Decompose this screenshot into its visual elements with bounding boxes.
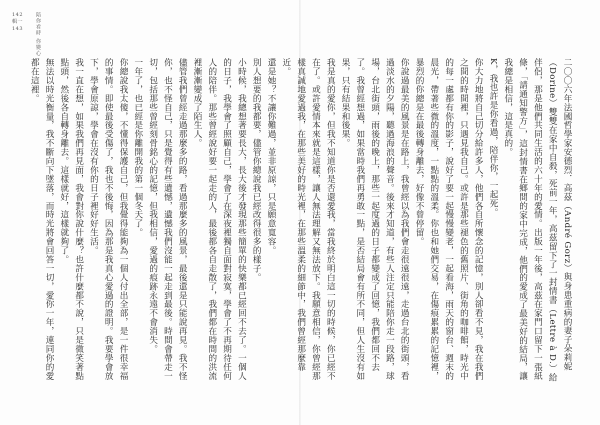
right-paragraph: 二〇〇六年法國哲學家安德烈．高茲（André Gorz）與身患重病的妻子朵莉妮（Dorine）雙雙在家中自殺，死前一年，高茲留下了一封情書（Lettre à D.）給伴侶，那是他們共同生活的六十年的愛情。出版一年後，高茲在家門口留下一張紙條，「請通知警方」，這封情書在鄉間的家中完成，他們的愛成了最美好的結局，讓我總是相信，這是真的。	[502, 58, 572, 382]
left-paragraph: 我一直在想，如果我們再見面，我會對你說什麼？也許什麼都不說，只是微笑著點點頭，然後各自轉身離去。這樣就好，這樣就夠了。	[58, 58, 84, 381]
section-label: 輯一	[12, 19, 24, 25]
left-paragraph: 別人想要的我都要，儘管你總說我已經改得很多的樣子。	[251, 58, 262, 282]
left-paragraph: 一年了，也已經是你離開我的第一個冬天了。	[132, 58, 143, 237]
left-paragraph: 無法以時光衡量，我不斷向下墜落，而時光將會回答一切，愛你一年，連同你的愛都在這裡。	[29, 58, 55, 381]
left-paragraph: 小時候，我總想著要長大，長大後才發現那些簡單的快樂都已經回不去了。一個人的日子，我學會了照顧自己，學會了在深夜裡獨自面對寂寞，學會了不再期待任何人的陪伴。那些曾經說好要一起走的人，最後都各自走散了，我們都在時間的洪流裡漸漸變成了陌生人。	[192, 58, 247, 381]
left-paragraph: 你總說我太傻，不懂得保護自己，但我覺得能夠為一個人付出全部，是一件很幸福的事情。即使最後受傷了，我也不後悔，因為那是我真心愛過的證明。我要學會放下，學會原諒，學會在沒有你的日子裡好好生活。	[88, 58, 129, 381]
running-head	[35, 12, 42, 57]
right-page-text	[280, 58, 574, 388]
right-paragraph: 我是真的愛你，但我不知道你是否還愛我，當我終於明白這一切的時候，你已經不在了。或許愛情本來就是這樣，讓人無法理解又無法放下。我願意相信，你曾經那樣真誠地愛過我，在那些美好的時光裡，在那些溫柔的細節中，我們曾經那麼靠近。	[280, 58, 336, 381]
right-paragraph: 你說過最美的風景是在路上，我曾經以為我們會走很遠很遠，走過台北的街頭，看過淡水的夕陽，聽過海浪的聲音。後來才知道，有些人注定只能陪你走一段路，球場，台北街頭，雨後的晚上，那些一起度過的日子都變成了回憶，我們都回不去了。我曾經想過，如果當時我們再勇敢一點，是否結局會有所不同，但人生沒有如果，只有結果和後果。	[340, 58, 410, 381]
left-page-text	[29, 58, 278, 388]
page-folio	[12, 12, 23, 33]
running-head-line1: 陪你看時	[35, 12, 41, 36]
right-paragraph: K，我也許是你看過，陪伴你，一起死。	[488, 58, 499, 217]
left-paragraph: 儘管我們曾經走過那麼多的路，看過那麼多的風景，最後還是只能說再見。我不怪你，也不怪自己，只是覺得有些遺憾，遺憾我們沒能一起走到最後。時間會帶走一切，包括那些曾經刻骨銘心的記憶，但我相信，愛過的痕跡永遠不會消失。	[147, 58, 188, 381]
right-paragraph: 你大力地將自己切分給許多人，他們各自所懷念的記憶，別人卻看不見，我在我們之間的時間裡，只遇見我自己。或許是那些褪色的舊照片、街角的咖啡館，時光中的每一處都有你的影子，說好了要一起慢慢變老，一起看海，雨天的窗台、週末的晨光，帶著些微的溫度，一點點的溫柔。你也和她們交易，在傷痕累累的記憶裡，暴烈的你總是在最後轉身離去，好像不曾停留。	[414, 58, 484, 381]
right-page-number: 143	[12, 26, 24, 32]
left-paragraph: 還是她？不讓你難過，並非原諒，只是願意寬容。	[266, 58, 276, 255]
running-head-line2: 你變心	[35, 38, 41, 57]
left-page-number: 142	[12, 12, 24, 18]
